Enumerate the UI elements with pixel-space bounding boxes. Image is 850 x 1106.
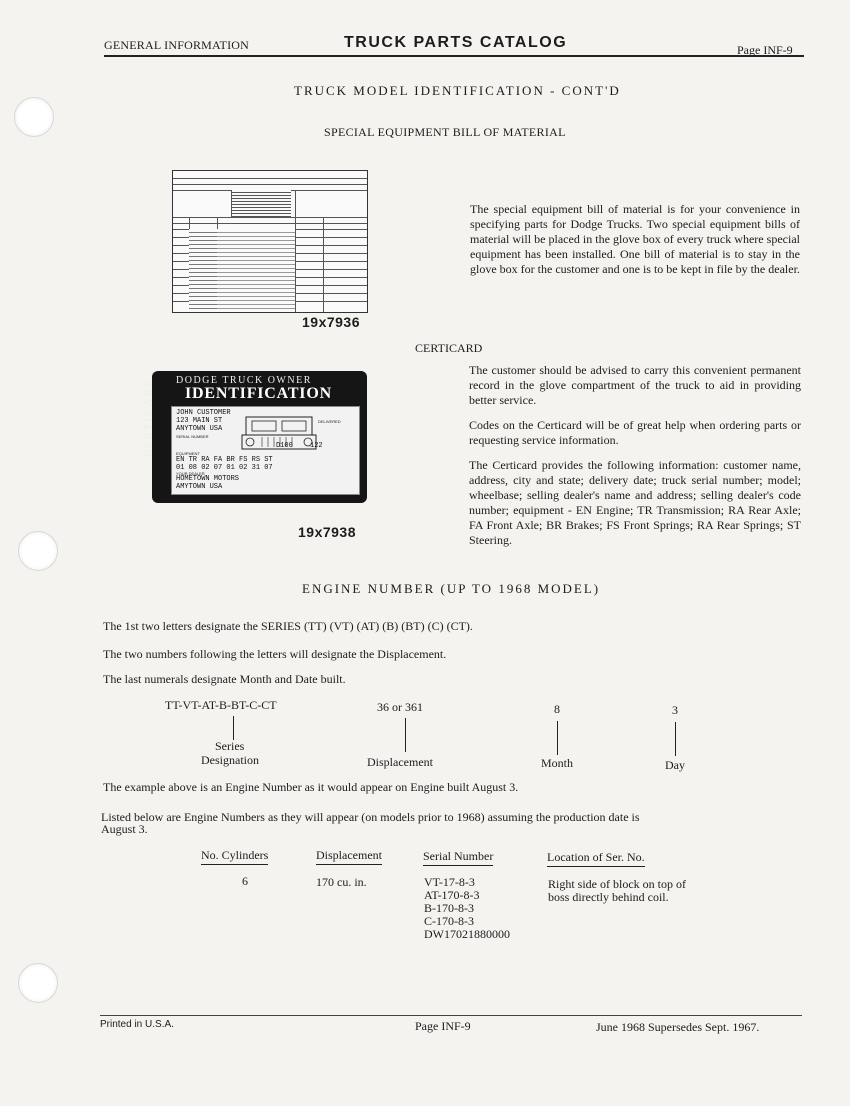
certicard-image bbox=[142, 371, 367, 503]
card-equipment-label: EQUIPMENT bbox=[176, 451, 200, 456]
punch-hole-top bbox=[14, 97, 54, 137]
card-panel bbox=[171, 406, 360, 495]
serial-number: C-170-8-3 bbox=[424, 914, 474, 928]
series-label-2: Designation bbox=[201, 753, 259, 767]
certicard-paragraph-2: Codes on the Certicard will be of great help when ordering parts or requesting service information. bbox=[469, 418, 801, 447]
card-equipment-line: EN TR RA FA BR FS RS ST bbox=[176, 456, 273, 464]
card-plate-right: 122 bbox=[310, 442, 323, 450]
table-header-location: Location of Ser. No. bbox=[547, 850, 645, 867]
bill-of-material-form-image bbox=[172, 170, 368, 313]
series-value: TT-VT-AT-B-BT-C-CT bbox=[165, 698, 277, 712]
day-label: Day bbox=[665, 758, 685, 772]
bill-paragraph: The special equipment bill of material is for your convenience in specifying parts for Dodge Trucks. Two special equipment bills of material will be placed in the glove box of every truck where special equipment has been installed. One bill of material is to stay in the glove box for the customer and one is to be kept in file by the dealer. bbox=[470, 202, 800, 276]
footer-page-number: Page INF-9 bbox=[415, 1019, 471, 1033]
table-cell-serials bbox=[424, 876, 510, 941]
header-page-number: Page INF-9 bbox=[737, 43, 793, 57]
engine-line-1: The 1st two letters designate the SERIES (TT) (VT) (AT) (B) (BT) (C) (CT). bbox=[103, 619, 473, 633]
displacement-label: Displacement bbox=[367, 755, 433, 769]
table-cell-cylinders: 6 bbox=[242, 874, 248, 888]
table-cell-displacement: 170 cu. in. bbox=[316, 875, 367, 889]
card-heading: IDENTIFICATION bbox=[185, 385, 332, 402]
card-delivered-label: DELIVERED bbox=[318, 419, 341, 424]
table-header-displacement: Displacement bbox=[316, 848, 382, 865]
certicard-paragraph-1: The customer should be advised to carry this convenient permanent record in the glove compartment of the truck to aid in providing better service. bbox=[469, 363, 801, 407]
certicard-paragraph-3: The Certicard provides the following information: customer name, address, city and state; delivery date; truck serial number; model; wheelbase; selling dealer's name and address; selling dealer's code number; equipment - EN Engine; TR Transmission; RA Rear Axle; FA Front Axle; BR Brakes; FS Front Springs; RA Rear Springs; ST Steering. bbox=[469, 458, 801, 547]
bill-figure-caption: 19x7936 bbox=[302, 314, 361, 330]
series-tick bbox=[233, 716, 234, 740]
table-cell-location-1: Right side of block on top of bbox=[548, 877, 686, 891]
certicard-title: CERTICARD bbox=[415, 341, 483, 355]
table-header-cylinders: No. Cylinders bbox=[201, 848, 268, 865]
displacement-value: 36 or 361 bbox=[377, 700, 423, 714]
punch-hole-middle bbox=[18, 531, 58, 571]
month-value: 8 bbox=[554, 702, 560, 716]
certicard-figure-caption: 19x7938 bbox=[298, 524, 357, 540]
month-tick bbox=[557, 721, 558, 755]
card-plate-left: D100 bbox=[276, 442, 293, 450]
serial-number: AT-170-8-3 bbox=[424, 888, 480, 902]
card-vertical-label: CERTICARD bbox=[142, 377, 154, 457]
series-label-1: Series bbox=[215, 739, 245, 753]
table-cell-location-2: boss directly behind coil. bbox=[548, 890, 669, 904]
day-tick bbox=[675, 722, 676, 756]
footer-date: June 1968 Supersedes Sept. 1967. bbox=[596, 1020, 760, 1034]
card-owner-lines: JOHN CUSTOMER 123 MAIN ST ANYTOWN USA bbox=[176, 409, 231, 433]
serial-number: DW17021880000 bbox=[424, 927, 510, 941]
page-title: TRUCK PARTS CATALOG bbox=[344, 34, 568, 51]
engine-line-3: The last numerals designate Month and Date built. bbox=[103, 672, 346, 686]
serial-number: VT-17-8-3 bbox=[424, 875, 475, 889]
card-dealer-label: YOUR DEALER bbox=[176, 471, 205, 476]
listed-line-1: Listed below are Engine Numbers as they will appear (on models prior to 1968) assuming the production date is bbox=[101, 810, 640, 824]
header-rule bbox=[104, 55, 804, 57]
card-codes-line: 01 08 02 07 01 02 31 07 bbox=[176, 464, 273, 472]
punch-hole-bottom bbox=[18, 963, 58, 1003]
card-dealer-lines: HOMETOWN MOTORS AMYTOWN USA bbox=[176, 475, 240, 491]
listed-line-2: August 3. bbox=[101, 822, 148, 836]
bill-section-title: SPECIAL EQUIPMENT BILL OF MATERIAL bbox=[324, 125, 566, 139]
engine-line-2: The two numbers following the letters will designate the Displacement. bbox=[103, 647, 447, 661]
engine-section-title: ENGINE NUMBER (UP TO 1968 MODEL) bbox=[302, 581, 601, 596]
header-section-label: GENERAL INFORMATION bbox=[104, 38, 250, 52]
footer-left: Printed in U.S.A. bbox=[100, 1019, 174, 1030]
card-serial-label: SERIAL NUMBER bbox=[176, 434, 209, 439]
displacement-tick bbox=[405, 718, 406, 752]
serial-number: B-170-8-3 bbox=[424, 901, 474, 915]
day-value: 3 bbox=[672, 703, 678, 717]
section-title: TRUCK MODEL IDENTIFICATION - CONT'D bbox=[294, 83, 621, 98]
table-header-serial: Serial Number bbox=[423, 849, 493, 866]
footer-rule bbox=[100, 1015, 802, 1016]
card-top-line: DODGE TRUCK OWNER bbox=[176, 375, 312, 386]
month-label: Month bbox=[541, 756, 574, 770]
example-line: The example above is an Engine Number as it would appear on Engine built August 3. bbox=[103, 780, 519, 794]
